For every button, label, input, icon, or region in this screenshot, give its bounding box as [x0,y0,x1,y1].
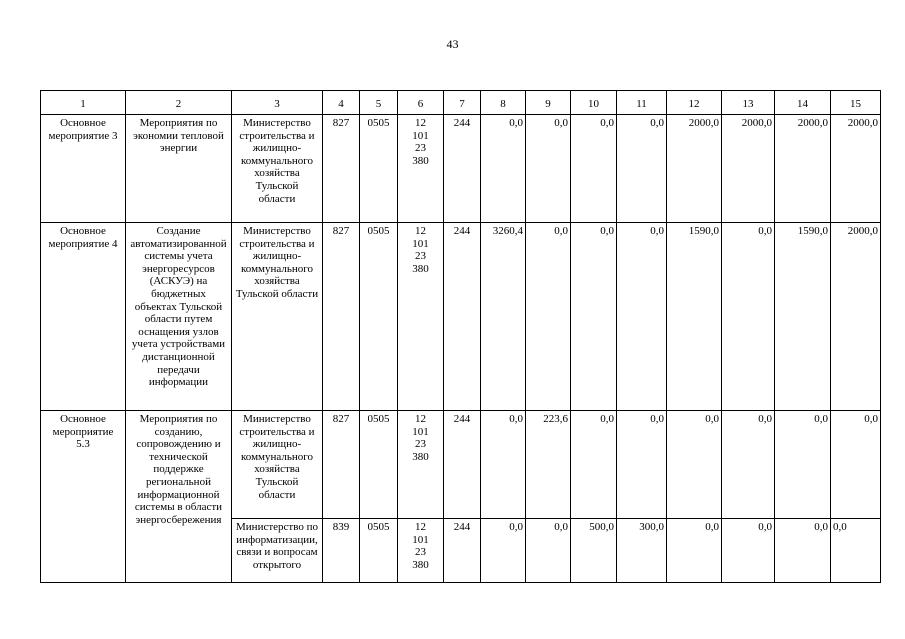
value-cell: 0,0 [526,115,571,223]
table-row [41,115,881,223]
code-cell: 827 [323,115,360,223]
executor-cell: Министерство строительства и жилищно- коммунального хозяйства Тульской области [232,115,323,223]
value-cell: 2000,0 [722,115,775,223]
header-cell: 6 [398,91,444,115]
value-cell: 3260,4 [481,223,526,411]
header-cell: 14 [775,91,831,115]
measure-name-cell: Основное мероприятие 4 [41,223,126,411]
header-cell: 1 [41,91,126,115]
value-cell: 0,0 [617,223,667,411]
value-cell: 0,0 [722,223,775,411]
header-cell: 4 [323,91,360,115]
code-cell: 12 101 23 380 [398,519,444,583]
code-cell: 0505 [360,223,398,411]
code-cell: 0505 [360,519,398,583]
code-cell: 12 101 23 380 [398,223,444,411]
value-cell: 0,0 [831,411,881,519]
code-cell: 244 [444,223,481,411]
value-cell: 500,0 [571,519,617,583]
executor-cell: Министерство по информатизации, связи и вопросам открытого [232,519,323,583]
value-cell: 0,0 [775,411,831,519]
value-cell: 300,0 [617,519,667,583]
executor-cell: Министерство строительства и жилищно- коммунального хозяйства Тульской области [232,223,323,411]
value-cell: 2000,0 [775,115,831,223]
code-cell: 12 101 23 380 [398,411,444,519]
code-cell: 244 [444,519,481,583]
budget-table [40,90,881,583]
header-cell: 13 [722,91,775,115]
code-cell: 0505 [360,411,398,519]
value-cell: 0,0 [481,411,526,519]
value-cell: 0,0 [571,411,617,519]
header-cell: 3 [232,91,323,115]
header-cell: 5 [360,91,398,115]
code-cell: 839 [323,519,360,583]
code-cell: 12 101 23 380 [398,115,444,223]
executor-cell: Министерство строительства и жилищно- коммунального хозяйства Тульской области [232,411,323,519]
measure-description-cell: Создание автоматизированной системы учета энергоресурсов (АСКУЭ) на бюджетных объектах Тульской области путем оснащения узлов учета устройствами дистанционной передачи информации [126,223,232,411]
value-cell: 2000,0 [831,223,881,411]
value-cell: 0,0 [617,411,667,519]
code-cell: 244 [444,115,481,223]
value-cell: 2000,0 [667,115,722,223]
value-cell: 0,0 [481,115,526,223]
value-cell: 0,0 [526,519,571,583]
value-cell: 0,0 [617,115,667,223]
header-cell: 9 [526,91,571,115]
header-cell: 2 [126,91,232,115]
header-cell: 8 [481,91,526,115]
value-cell: 0,0 [775,519,831,583]
measure-name-cell: Основное мероприятие 5.3 [41,411,126,583]
value-cell: 0,0 [722,519,775,583]
value-cell: 0,0 [526,223,571,411]
value-cell: 1590,0 [775,223,831,411]
value-cell: 223,6 [526,411,571,519]
value-cell: 0,0 [722,411,775,519]
header-cell: 12 [667,91,722,115]
value-cell: 1590,0 [667,223,722,411]
measure-description-cell: Мероприятия по экономии тепловой энергии [126,115,232,223]
table-row [41,223,881,411]
code-cell: 827 [323,223,360,411]
code-cell: 827 [323,411,360,519]
measure-description-cell: Мероприятия по созданию, сопровождению и технической поддержке региональной информационной системы в области энергосбережения [126,411,232,583]
value-cell: 0,0 [571,223,617,411]
value-cell: 0,0 [667,411,722,519]
value-cell: 0,0 [481,519,526,583]
code-cell: 0505 [360,115,398,223]
measure-name-cell: Основное мероприятие 3 [41,115,126,223]
value-cell: 0,0 [667,519,722,583]
value-cell: 0,0 [831,519,881,583]
header-row [41,91,881,115]
value-cell: 0,0 [571,115,617,223]
header-cell: 15 [831,91,881,115]
value-cell: 2000,0 [831,115,881,223]
header-cell: 7 [444,91,481,115]
table-row [41,411,881,519]
code-cell: 244 [444,411,481,519]
header-cell: 11 [617,91,667,115]
header-cell: 10 [571,91,617,115]
page-number: 43 [446,37,459,51]
